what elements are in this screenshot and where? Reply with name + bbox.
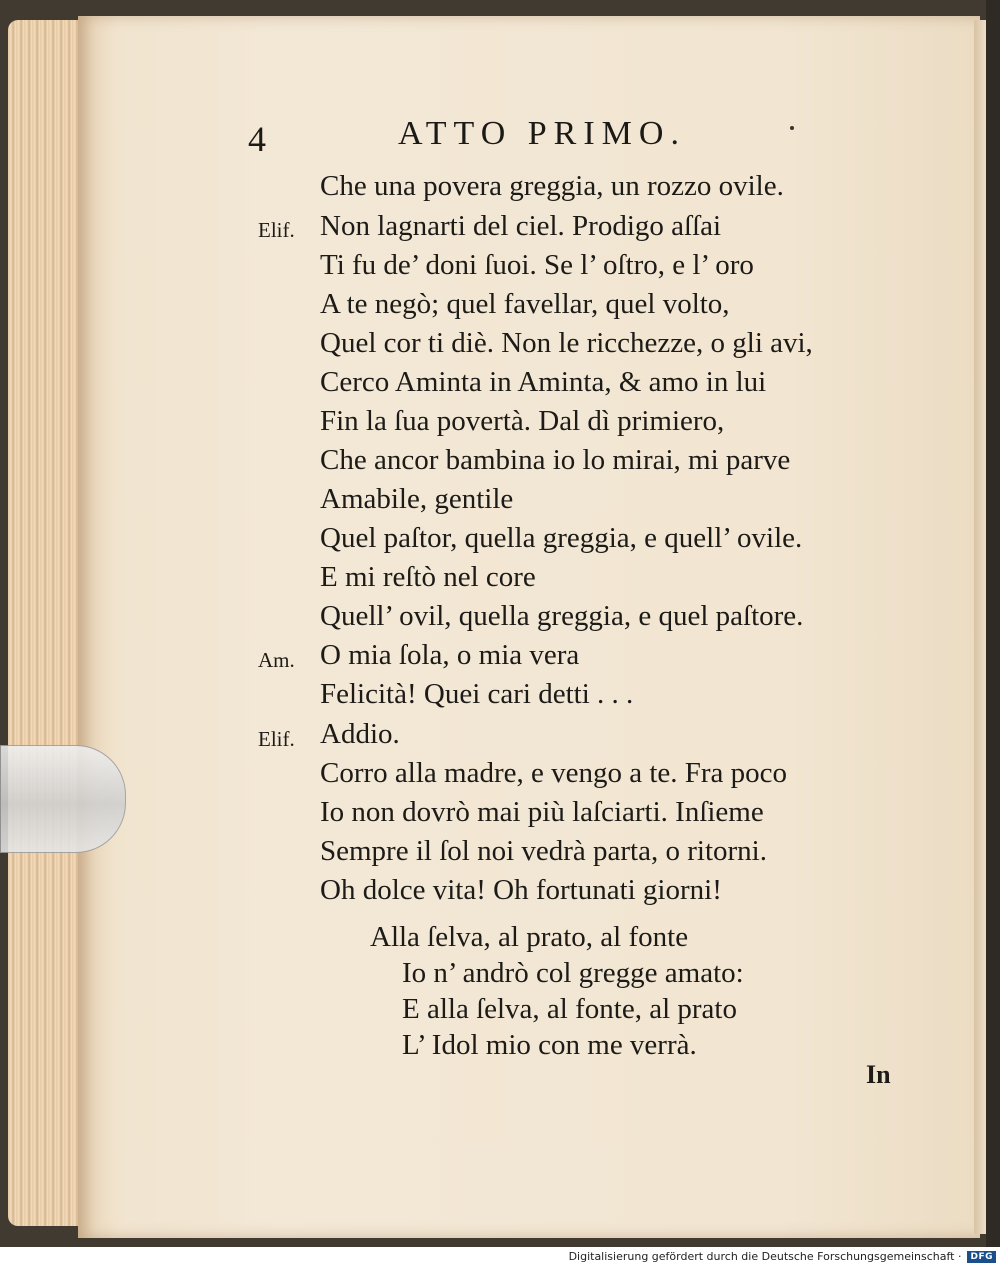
aria-line: Alla ſelva, al prato, al fonte	[370, 921, 689, 953]
page-number: 4	[248, 119, 266, 159]
verse-line: Che una povera greggia, un rozzo ovile.	[320, 170, 784, 202]
verse-line: E mi reſtò nel core	[320, 561, 536, 593]
verse-line: Che ancor bambina io lo mirai, mi parve	[320, 444, 791, 476]
verse-line: A te negò; quel favellar, quel volto,	[320, 288, 730, 320]
header-dot	[790, 126, 794, 130]
verse-line: Felicità! Quei cari detti . . .	[320, 678, 634, 710]
verse-line: Non lagnarti del ciel. Prodigo aſſai	[320, 210, 722, 242]
verse-line: Sempre il ſol noi vedrà parta, o ritorni.	[320, 835, 767, 867]
running-header: ATTO PRIMO.	[398, 115, 686, 152]
verse-line: Ti fu de’ doni ſuoi. Se l’ oſtro, e l’ oro	[320, 249, 754, 281]
verse-line: Quel paſtor, quella greggia, e quell’ ovile.	[320, 522, 803, 554]
verse-line: Quell’ ovil, quella greggia, e quel paſtore.	[320, 600, 804, 632]
scan-background-strip	[986, 0, 1000, 1247]
footer-bar	[0, 1247, 1000, 1266]
verse-line: Oh dolce vita! Oh fortunati giorni!	[320, 874, 722, 906]
verse-line: Io non dovrò mai più laſciarti. Inſieme	[320, 796, 764, 828]
aria-line: Io n’ andrò col gregge amato:	[402, 957, 744, 989]
verse-line: Addio.	[320, 718, 400, 750]
verse-line: Corro alla madre, e vengo a te. Fra poco	[320, 757, 788, 789]
footer-credit: Digitalisierung gefördert durch die Deutsche Forschungsgemeinschaft ·	[568, 1250, 962, 1263]
verse-line: Cerco Aminta in Aminta, & amo in lui	[320, 366, 767, 398]
aria-line: E alla ſelva, al fonte, al prato	[402, 993, 737, 1025]
aria-line: L’ Idol mio con me verrà.	[402, 1029, 697, 1061]
speaker-label: Am.	[258, 648, 295, 672]
verse-line: Fin la ſua povertà. Dal dì primiero,	[320, 405, 725, 437]
catchword: In	[866, 1060, 891, 1089]
verse-line: Quel cor ti diè. Non le ricchezze, o gli avi,	[320, 327, 813, 359]
page-clip	[0, 745, 126, 853]
verse-line: Amabile, gentile	[320, 483, 514, 515]
speaker-label: Elif.	[258, 218, 295, 242]
dfg-logo-icon: DFG	[967, 1251, 996, 1263]
speaker-label: Elif.	[258, 727, 295, 751]
verse-line: O mia ſola, o mia vera	[320, 639, 580, 671]
